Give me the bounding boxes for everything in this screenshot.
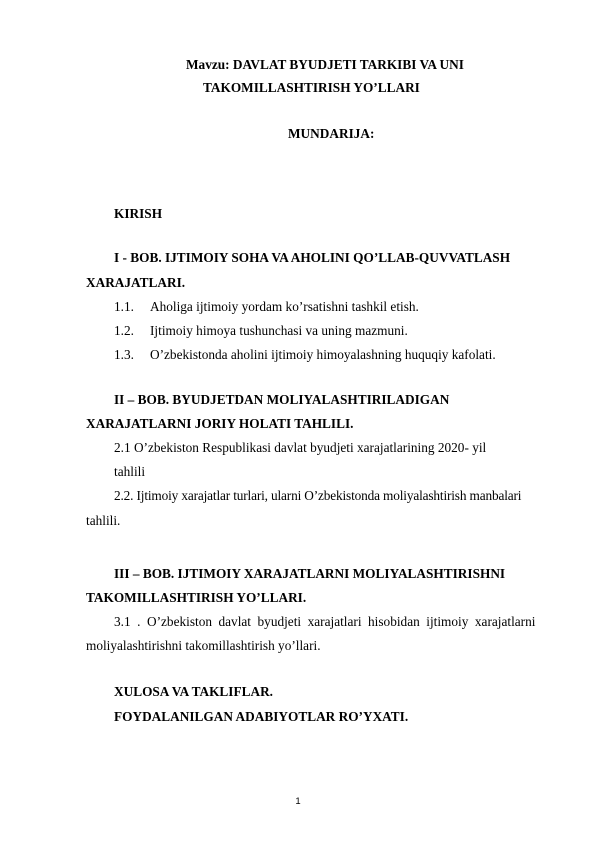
contents-heading: MUNDARIJA: bbox=[288, 126, 375, 141]
toc-introduction: KIRISH bbox=[114, 206, 163, 221]
toc-chapter-2-title: II – BOB. BYUDJETDAN MOLIYALASHTIRILADIGAN bbox=[114, 392, 450, 407]
document-title-line-2: TAKOMILLASHTIRISH YO’LLARI bbox=[203, 80, 420, 95]
toc-item-2-1: 2.1 O’zbekiston Respublikasi davlat byudjeti xarajatlarining 2020- yil bbox=[114, 440, 487, 455]
toc-item-2-1-cont: tahlili bbox=[114, 464, 146, 479]
toc-item-text: O’zbekistonda aholini ijtimoiy himoyalashning huquqiy kafolati. bbox=[150, 347, 496, 362]
toc-item-3-1-cont: moliyalashtirishni takomillashtirish yo’llari. bbox=[86, 638, 321, 653]
toc-item-number: 1.2. bbox=[114, 323, 134, 338]
toc-chapter-3-title-cont: TAKOMILLASHTIRISH YO’LLARI. bbox=[86, 590, 307, 605]
toc-item-2-2: 2.2. Ijtimoiy xarajatlar turlari, ularni O’zbekistonda moliyalashtirish manbalari bbox=[114, 488, 522, 503]
toc-references: FOYDALANILGAN ADABIYOTLAR RO’YXATI. bbox=[114, 709, 409, 724]
document-title-line-1: Mavzu: DAVLAT BYUDJETI TARKIBI VA UNI bbox=[186, 57, 464, 72]
toc-item-number: 1.3. bbox=[114, 347, 134, 362]
toc-item-3-1: 3.1 . O’zbekiston davlat byudjeti xarajatlari hisobidan ijtimoiy xarajatlarni bbox=[114, 614, 536, 629]
toc-item-number: 1.1. bbox=[114, 299, 134, 314]
toc-chapter-1-title-cont: XARAJATLARI. bbox=[86, 275, 186, 290]
page-number: 1 bbox=[295, 796, 301, 807]
toc-item-2-2-cont: tahlili. bbox=[86, 513, 121, 528]
toc-item-text: Aholiga ijtimoiy yordam ko’rsatishni tashkil etish. bbox=[150, 299, 419, 314]
toc-item-text: Ijtimoiy himoya tushunchasi va uning mazmuni. bbox=[150, 323, 408, 338]
toc-conclusion: XULOSA VA TAKLIFLAR. bbox=[114, 684, 273, 699]
toc-chapter-2-title-cont: XARAJATLARNI JORIY HOLATI TAHLILI. bbox=[86, 416, 354, 431]
toc-chapter-1-title: I - BOB. IJTIMOIY SOHA VA AHOLINI QO’LLAB-QUVVATLASH bbox=[114, 250, 511, 265]
toc-chapter-3-title: III – BOB. IJTIMOIY XARAJATLARNI MOLIYALASHTIRISHNI bbox=[114, 566, 506, 581]
